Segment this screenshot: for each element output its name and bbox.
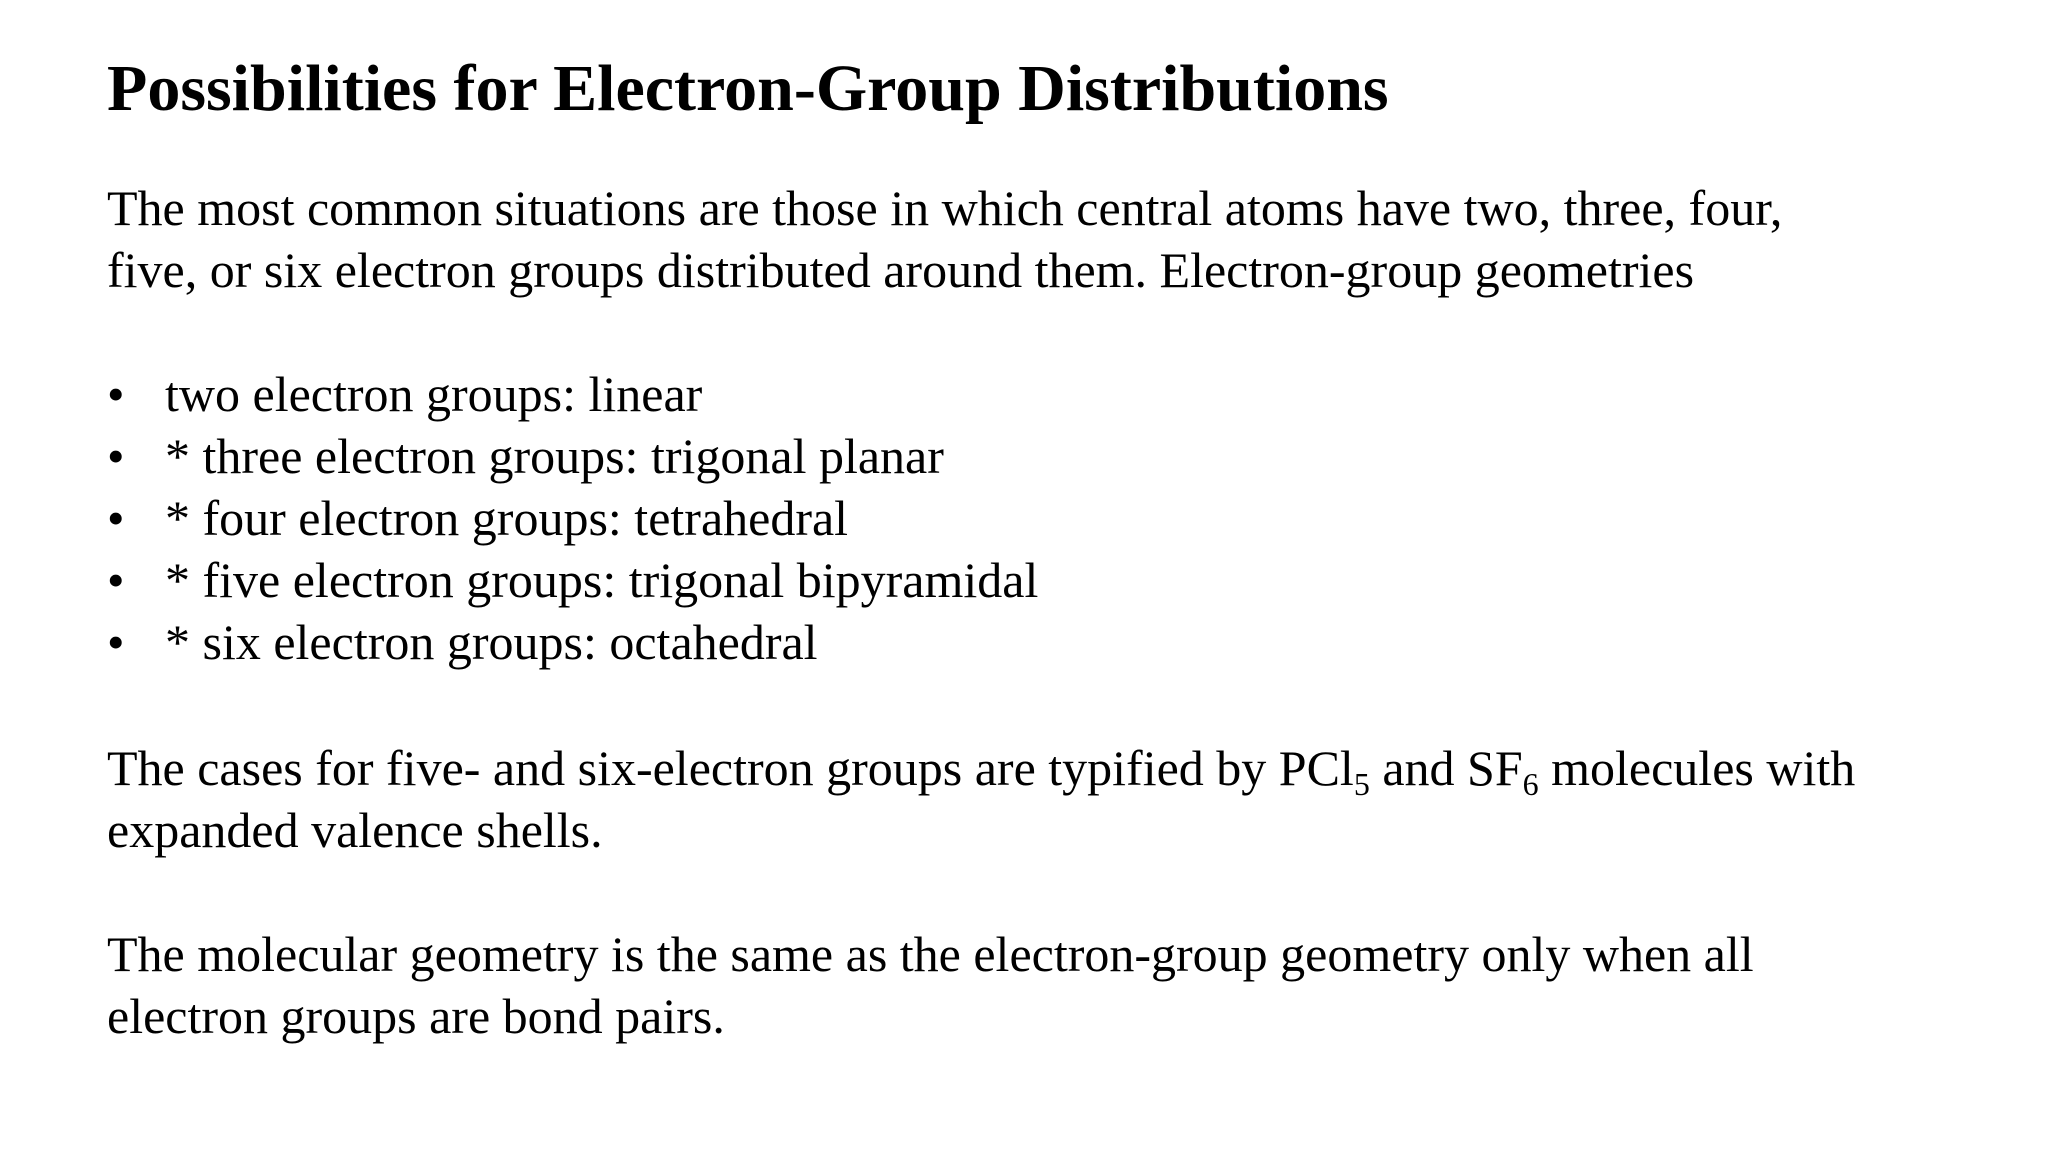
bullet-icon: • [107,614,125,670]
closing-paragraph [107,923,1987,1047]
cases-line-2: expanded valence shells. [107,802,603,858]
list-item-text: two electron groups: linear [165,366,703,422]
closing-line-2: electron groups are bond pairs. [107,988,725,1044]
bullet-icon: • [107,552,125,608]
cases-line-1 [107,737,1987,802]
list-item-text: * three electron groups: trigonal planar [165,428,944,484]
pcl5-subscript: 5 [1353,766,1370,802]
closing-line-1: The molecular geometry is the same as the electron-group geometry only when all [107,926,1754,982]
intro-line-2: five, or six electron groups distributed around them. Electron-group geometries [107,242,1695,298]
bullet-icon: • [107,490,125,546]
list-item [107,549,1038,611]
list-item [107,425,1038,487]
intro-line-1: The most common situations are those in which central atoms have two, three, four, [107,180,1783,236]
cases-text-3: molecules with [1538,740,1856,796]
cases-text-2: and SF [1369,740,1523,796]
sf6-subscript: 6 [1522,766,1539,802]
intro-paragraph [107,177,1987,301]
list-item-text: * four electron groups: tetrahedral [165,490,849,546]
bullet-icon: • [107,366,125,422]
slide-title: Possibilities for Electron-Group Distributions [107,52,1389,125]
list-item [107,611,1038,673]
list-item [107,363,1038,425]
bullet-icon: • [107,428,125,484]
list-item [107,487,1038,549]
cases-paragraph [107,737,1987,861]
list-item-text: * six electron groups: octahedral [165,614,818,670]
geometry-list [107,363,1038,673]
cases-text-1: The cases for five- and six-electron groups are typified by PCl [107,740,1354,796]
list-item-text: * five electron groups: trigonal bipyramidal [165,552,1039,608]
